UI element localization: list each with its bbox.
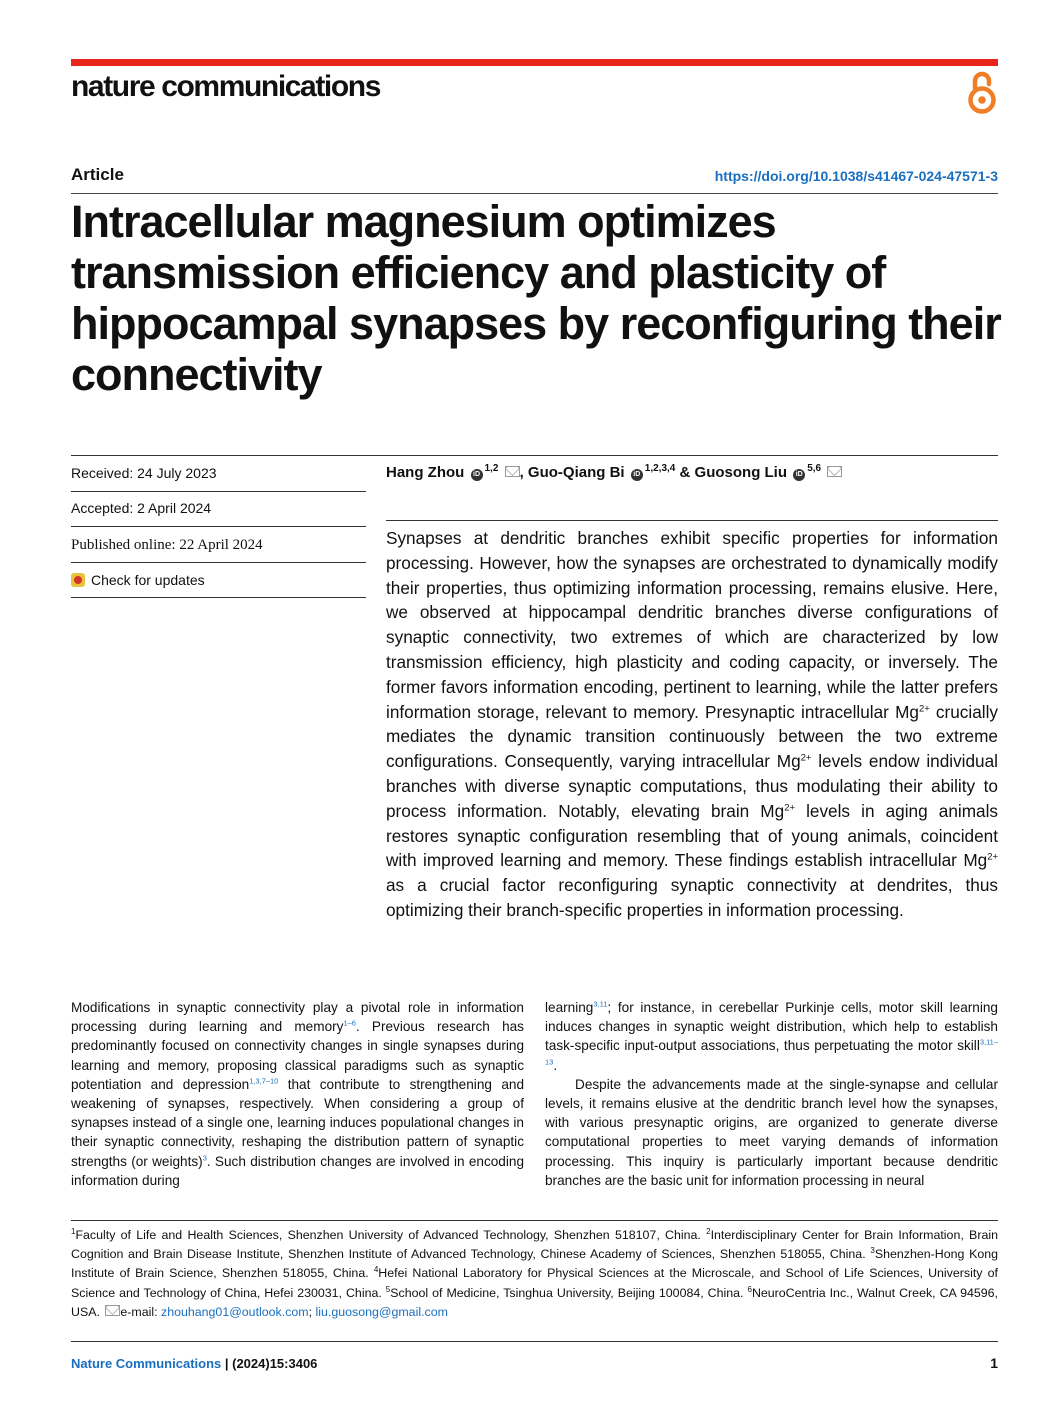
journal-color-bar [71,59,998,66]
doi-link[interactable]: https://doi.org/10.1038/s41467-024-47571-3 [714,168,998,184]
email-link[interactable]: liu.guosong@gmail.com [315,1304,448,1319]
citation-ref[interactable]: 1,3,7–10 [249,1076,279,1086]
email-label: e-mail: [120,1304,161,1319]
paragraph: Despite the advancements made at the single-synapse and cellular levels, it remains elusive at the dendritic branch level how the synapses, with various presynaptic origins, are organized to generate diverse computational properties to meet varying demands of information processing. This inquiry is particularly important because dendritic branches are the basic unit for information processing in neural [545,1076,998,1188]
email-link[interactable]: zhouhang01@outlook.com [161,1304,309,1319]
abstract: Synapses at dendritic branches exhibit specific properties for information processing. However, how the synapses are orchestrated to dynamically modify their properties, thus optimizing information processing, remains elusive. Here, we observed at hippocampal dendritic branches diverse configurations of synaptic connectivity, two extremes of which are characterized by low transmission efficiency, high plasticity and coding capacity, or inversely. The former favors information encoding, pertinent to learning, while the latter prefers information storage, relevant to memory. Presynaptic intracellular $Mg^{2+}$ crucially mediates the dynamic transition continuously between the two extreme configurations. Consequently, varying intracellular $Mg^{2+}$ levels endow individual branches with diverse synaptic computations, thus modulating their ability to process information. Notably, elevating brain $Mg^{2+}$ levels in aging animals restores synaptic configuration resembling that of young animals, coincident with improved learning and memory. These findings establish intracellular $Mg^{2+}$ as a crucial factor reconfiguring synaptic connectivity at dendrites, thus optimizing their branch-specific properties in information processing. [386,528,998,920]
divider [71,455,998,456]
page-number: 1 [990,1355,998,1371]
divider [386,520,998,521]
author-name[interactable]: Guo-Qiang Bi [527,464,625,481]
author-name[interactable]: Guosong Liu [694,464,788,481]
author-affiliation: 1,2 [484,463,499,474]
email-icon [105,1305,120,1316]
divider [71,193,998,194]
published-date: Published online: 22 April 2024 [71,537,263,553]
author-affiliation: 5,6 [807,463,822,474]
citation-ref[interactable]: 3 [202,1153,207,1163]
orcid-icon[interactable]: iD [631,469,643,481]
divider [71,1341,998,1342]
footer-citation: Nature Communications | (2024)15:3406 [71,1356,318,1371]
open-access-icon [965,70,999,116]
author-name[interactable]: Hang Zhou [386,464,465,481]
article-title: Intracellular magnesium optimizes transmission efficiency and plasticity of hippocampal synapses by reconfiguring their connectivity [71,196,1001,400]
check-updates-link[interactable] [71,572,366,588]
divider [71,1220,998,1221]
email-icon[interactable] [827,466,842,477]
divider [71,526,366,527]
affiliations: $^1$Faculty of Life and Health Sciences, Shenzhen University of Advanced Technology, Shenzhen 518107, China. $^2$Interdisciplinary Center for Brain Information, Brain Cognition and Brain Disease Institute, Shenzhen Institute of Advanced Technology, Chinese Academy of Sciences, Shenzhen 518055, China. $^3$Shenzhen-Hong Kong Institute of Brain Science, Shenzhen 518055, China. $^4$Hefei National Laboratory for Physical Sciences at the Microscale, and School of Life Sciences, University of Science and Technology of China, Hefei 230031, China. $^5$School of Medicine, Tsinghua University, Beijing 100084, China. $^6$NeuroCentria Inc., Walnut Creek, CA 94596, USA. e-mail: zhouhang01@outlook.com; liu.guosong@gmail.com [71,1226,999,1319]
journal-name: nature communications [71,70,380,103]
citation-ref[interactable]: 1–6 [343,1018,356,1028]
received-date: Received: 24 July 2023 [71,465,217,481]
crossmark-icon [71,573,85,587]
divider [71,597,366,598]
divider [71,491,366,492]
article-type: Article [71,165,124,184]
accepted-date: Accepted: 2 April 2024 [71,500,212,516]
citation-ref[interactable]: 3,11–13 [545,1037,998,1067]
orcid-icon[interactable]: iD [793,469,805,481]
body-text-column-1: Modifications in synaptic connectivity play a pivotal role in information processing during learning and memory$^{1-6}$. Previous research has predominantly focused on connectivity changes in single synapses during learning and memory, proposing classical paradigms such as synaptic potentiation and depression$^{1,3,7-10}$ that contribute to strengthening and weakening of synapses, respectively. When considering a group of synapses instead of a single one, learning induces populational changes in their synaptic connectivity, reshaping the distribution pattern of synaptic strengths (or weights)$^3$. Such distribution changes are involved in encoding information during [71,1000,525,1188]
email-icon[interactable] [505,466,520,477]
paragraph: learning$^{3,11}$; for instance, in cerebellar Purkinje cells, motor skill learning induces changes in synaptic weight distribution, which help to establish task-specific input-output associations, thus perpetuating the motor skill$^{3,11-13}$. [545,999,998,1073]
divider [71,562,366,563]
author-list: Hang Zhou iD$^{1,2}$ , Guo-Qiang Bi iD$^{1,2,3,4}$ & Guosong Liu iD$^{5,6}$ [386,463,842,481]
author-affiliation: 1,2,3,4 [644,463,676,474]
citation-ref[interactable]: 3,11 [593,999,608,1009]
footer-journal-link[interactable]: Nature Communications [71,1356,222,1371]
body-text-column-2 [545,998,998,1190]
orcid-icon[interactable]: iD [471,469,483,481]
check-updates-label: Check for updates [91,572,205,588]
